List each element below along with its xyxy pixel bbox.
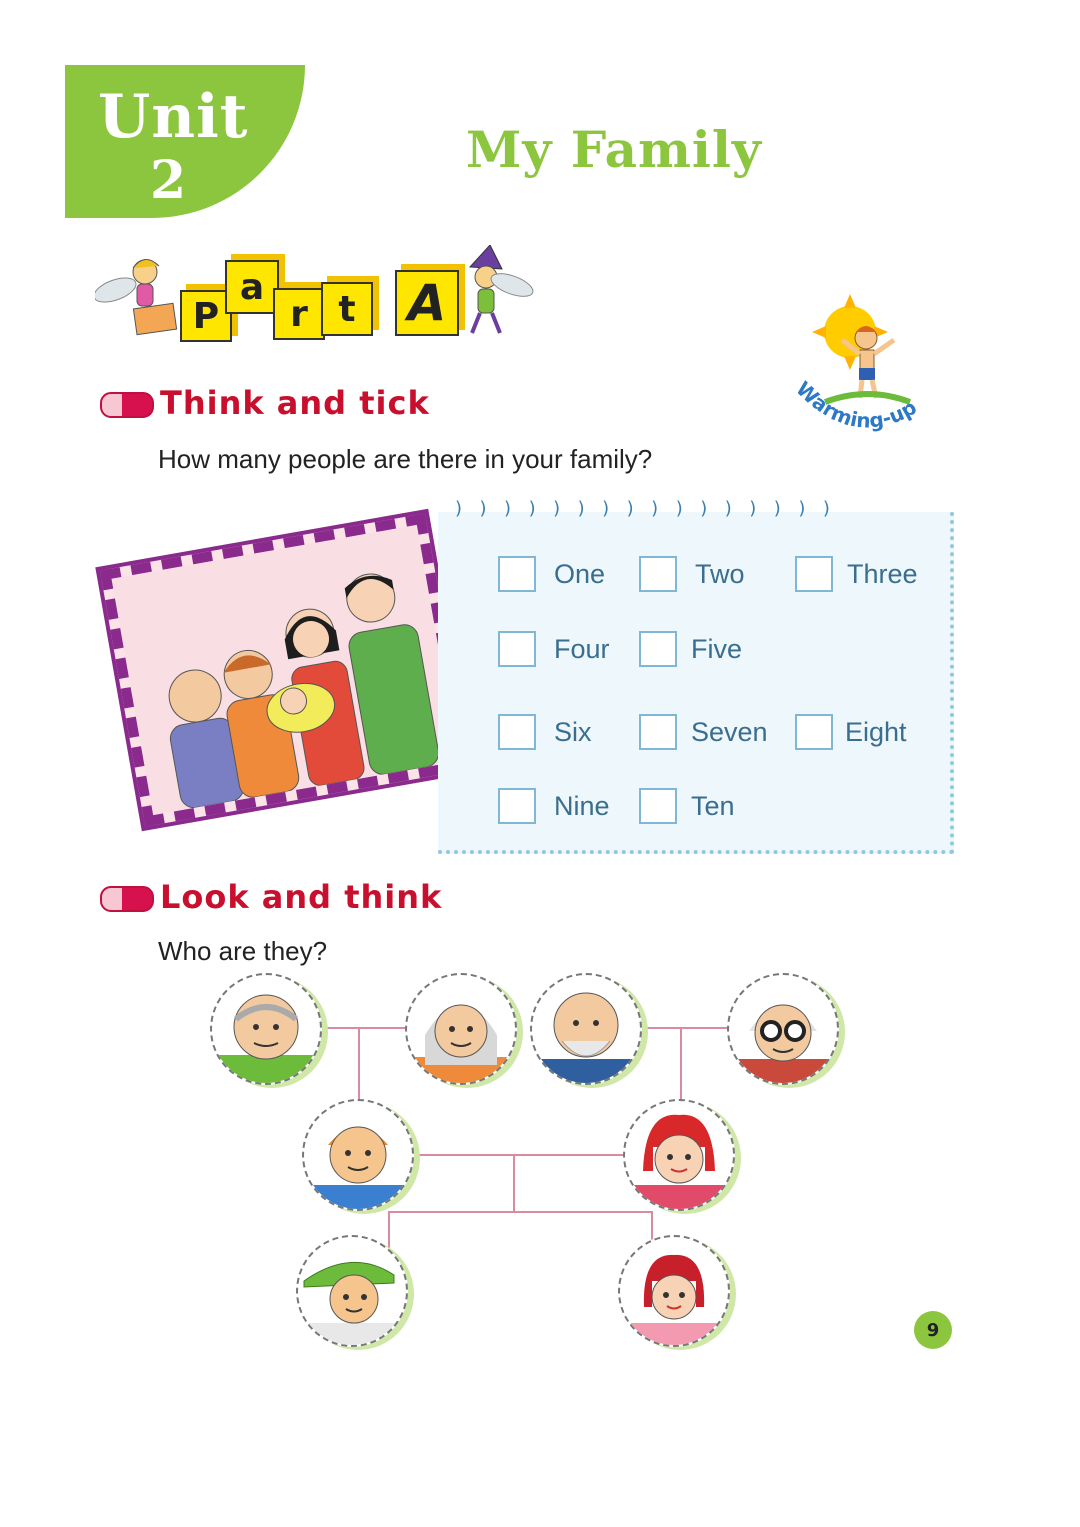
- option-eight[interactable]: [795, 714, 907, 750]
- option-seven[interactable]: [639, 714, 768, 750]
- part-cube-a: a: [225, 260, 279, 314]
- checkbox[interactable]: [795, 556, 833, 592]
- notepad-rings: )))))))))))))))): [455, 498, 848, 519]
- page-title: My Family: [466, 120, 762, 179]
- section-heading-look-and-think: Look and think: [160, 878, 443, 916]
- tree-line: [641, 1027, 731, 1029]
- option-four[interactable]: [498, 631, 610, 667]
- portrait-father: [302, 1099, 414, 1211]
- checkbox[interactable]: [639, 556, 677, 592]
- option-label: Four: [554, 633, 610, 664]
- checkbox[interactable]: [639, 788, 677, 824]
- portrait-grandma-2: [727, 973, 839, 1085]
- portrait-daughter: [618, 1235, 730, 1347]
- option-two[interactable]: [639, 556, 745, 592]
- option-label: Five: [691, 633, 743, 664]
- tree-line: [358, 1027, 360, 1101]
- option-label: Seven: [691, 716, 768, 747]
- portrait-grandma-1: [405, 973, 517, 1085]
- checkbox[interactable]: [639, 631, 677, 667]
- unit-word: Unit: [98, 82, 249, 152]
- section-bullet-icon: [100, 392, 154, 418]
- portrait-grandpa-1: [210, 973, 322, 1085]
- part-cube-letter-a: A: [395, 270, 459, 336]
- checkbox[interactable]: [498, 788, 536, 824]
- checkbox[interactable]: [639, 714, 677, 750]
- part-cube-t: t: [321, 282, 373, 336]
- checkbox[interactable]: [795, 714, 833, 750]
- option-label: Three: [847, 558, 918, 589]
- page-number: 9: [914, 1311, 952, 1349]
- svg-text:Warming-up: [791, 376, 920, 432]
- option-label: One: [554, 558, 606, 589]
- option-five[interactable]: [639, 631, 742, 667]
- option-nine[interactable]: [498, 788, 610, 824]
- section-heading-think-and-tick: Think and tick: [160, 384, 430, 422]
- question-text: Who are they?: [158, 936, 328, 966]
- section-bullet-icon: [100, 886, 154, 912]
- question-text: How many people are there in your family?: [158, 444, 653, 474]
- tree-line: [388, 1211, 652, 1213]
- part-cube-p: P: [180, 290, 232, 342]
- tree-line: [322, 1027, 412, 1029]
- option-six[interactable]: [498, 714, 592, 750]
- checkbox[interactable]: [498, 556, 536, 592]
- option-label: Ten: [691, 790, 735, 821]
- warming-up-badge: [780, 290, 960, 450]
- part-a-banner: [95, 240, 535, 350]
- checkbox[interactable]: [498, 714, 536, 750]
- option-three[interactable]: [795, 556, 918, 592]
- option-label: Six: [554, 716, 592, 747]
- part-cube-r: r: [273, 288, 325, 340]
- family-photo: [100, 513, 470, 826]
- tree-line: [680, 1027, 682, 1101]
- portrait-grandpa-2: [530, 973, 642, 1085]
- option-ten[interactable]: [639, 788, 735, 824]
- sun-icon: [812, 294, 888, 370]
- tree-line: [414, 1154, 626, 1156]
- portrait-son: [296, 1235, 408, 1347]
- fairy-left-icon: [95, 250, 180, 340]
- option-label: Eight: [845, 716, 907, 747]
- portrait-mother: [623, 1099, 735, 1211]
- fairy-right-icon: [450, 245, 535, 340]
- option-label: Two: [695, 558, 745, 589]
- family-illustration: [112, 525, 459, 815]
- warming-up-label: Warming-up: [791, 376, 921, 433]
- checkbox[interactable]: [498, 631, 536, 667]
- option-one[interactable]: [498, 556, 605, 592]
- option-label: Nine: [554, 790, 610, 821]
- tree-line: [513, 1154, 515, 1212]
- unit-number: 2: [150, 150, 187, 211]
